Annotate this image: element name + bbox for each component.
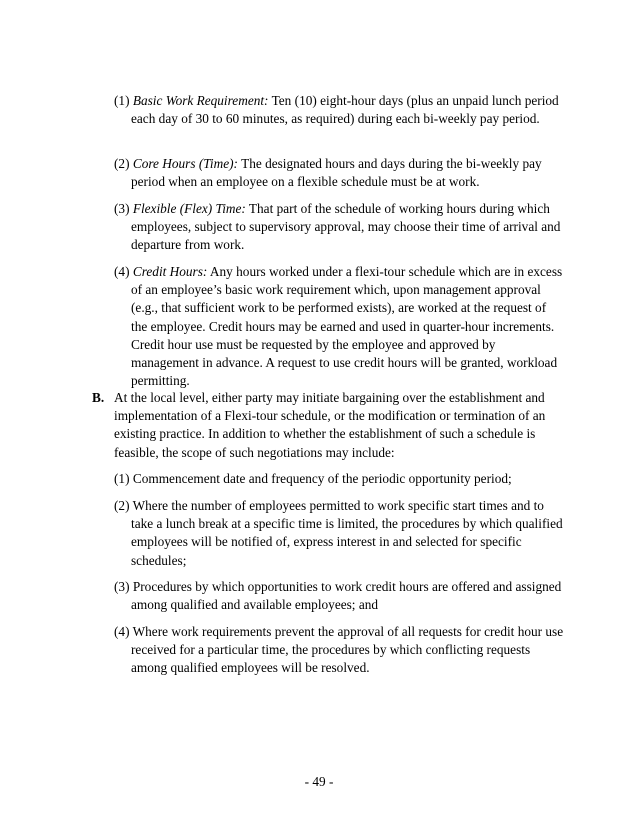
definition-term: Credit Hours: [132, 264, 208, 279]
item-number: (2) [114, 156, 130, 171]
scope-item-conflicting-requests [114, 623, 564, 678]
definition-term: Basic Work Requirement: [132, 93, 269, 108]
item-number: (2) [114, 498, 130, 513]
definition-text: Any hours worked under a flexi-tour schedule which are in excess of an employee’s basic work requirement which, upon management approval (e.g., that sufficient work to be performed exists), are worked at the request of the employee. Credit hours may be earned and used in quarter-hour increments. Credit hour use must be requested by the employee and approved by management in advance. A request to use credit hours will be granted, workload permitting. [131, 264, 563, 389]
scope-item-start-times [114, 497, 564, 570]
item-number: (4) [114, 264, 130, 279]
definition-term: Core Hours (Time): [132, 156, 238, 171]
item-number: (1) [114, 471, 130, 486]
item-number: (1) [114, 93, 130, 108]
definition-text: That part of the schedule of working hours during which employees, subject to supervisory approval, may choose their time of arrival and departure from work. [131, 201, 561, 253]
scope-item-credit-hour-procedures [114, 578, 564, 614]
section-letter: B. [92, 390, 105, 405]
section-b [92, 389, 566, 462]
definition-term: Flexible (Flex) Time: [132, 201, 246, 216]
section-b-text: At the local level, either party may initiate bargaining over the establishment and implementation of a Flexi-tour schedule, or the modification or termination of an existing practice. In addition to whether the establishment of such a schedule is feasible, the scope of such negotiations may include: [114, 390, 546, 460]
definition-text: Ten (10) eight-hour days (plus an unpaid lunch period each day of 30 to 60 minutes, as required) during each bi-weekly pay period. [131, 93, 559, 127]
item-number: (3) [114, 201, 130, 216]
scope-item-commencement [114, 470, 564, 488]
definition-text: The designated hours and days during the bi-weekly pay period when an employee on a flexible schedule must be at work. [131, 156, 542, 190]
scope-item-text: Where work requirements prevent the approval of all requests for credit hour use received for a particular time, the procedures by which conflicting requests among qualified employees will be resolved. [131, 624, 564, 676]
scope-item-text: Where the number of employees permitted to work specific start times and to take a lunch break at a specific time is limited, the procedures by which qualified employees will be notified of, express interest in and selected for specific schedules; [131, 498, 563, 568]
definition-flexible-time [114, 200, 564, 255]
definition-core-hours [114, 155, 564, 191]
page-number: - 49 - [304, 774, 334, 789]
definition-basic-work-requirement [114, 92, 564, 128]
item-number: (4) [114, 624, 130, 639]
item-number: (3) [114, 579, 130, 594]
scope-item-text: Procedures by which opportunities to work credit hours are offered and assigned among qualified and available employees; and [131, 579, 562, 613]
scope-item-text: Commencement date and frequency of the periodic opportunity period; [132, 471, 512, 486]
definition-credit-hours [114, 263, 564, 390]
